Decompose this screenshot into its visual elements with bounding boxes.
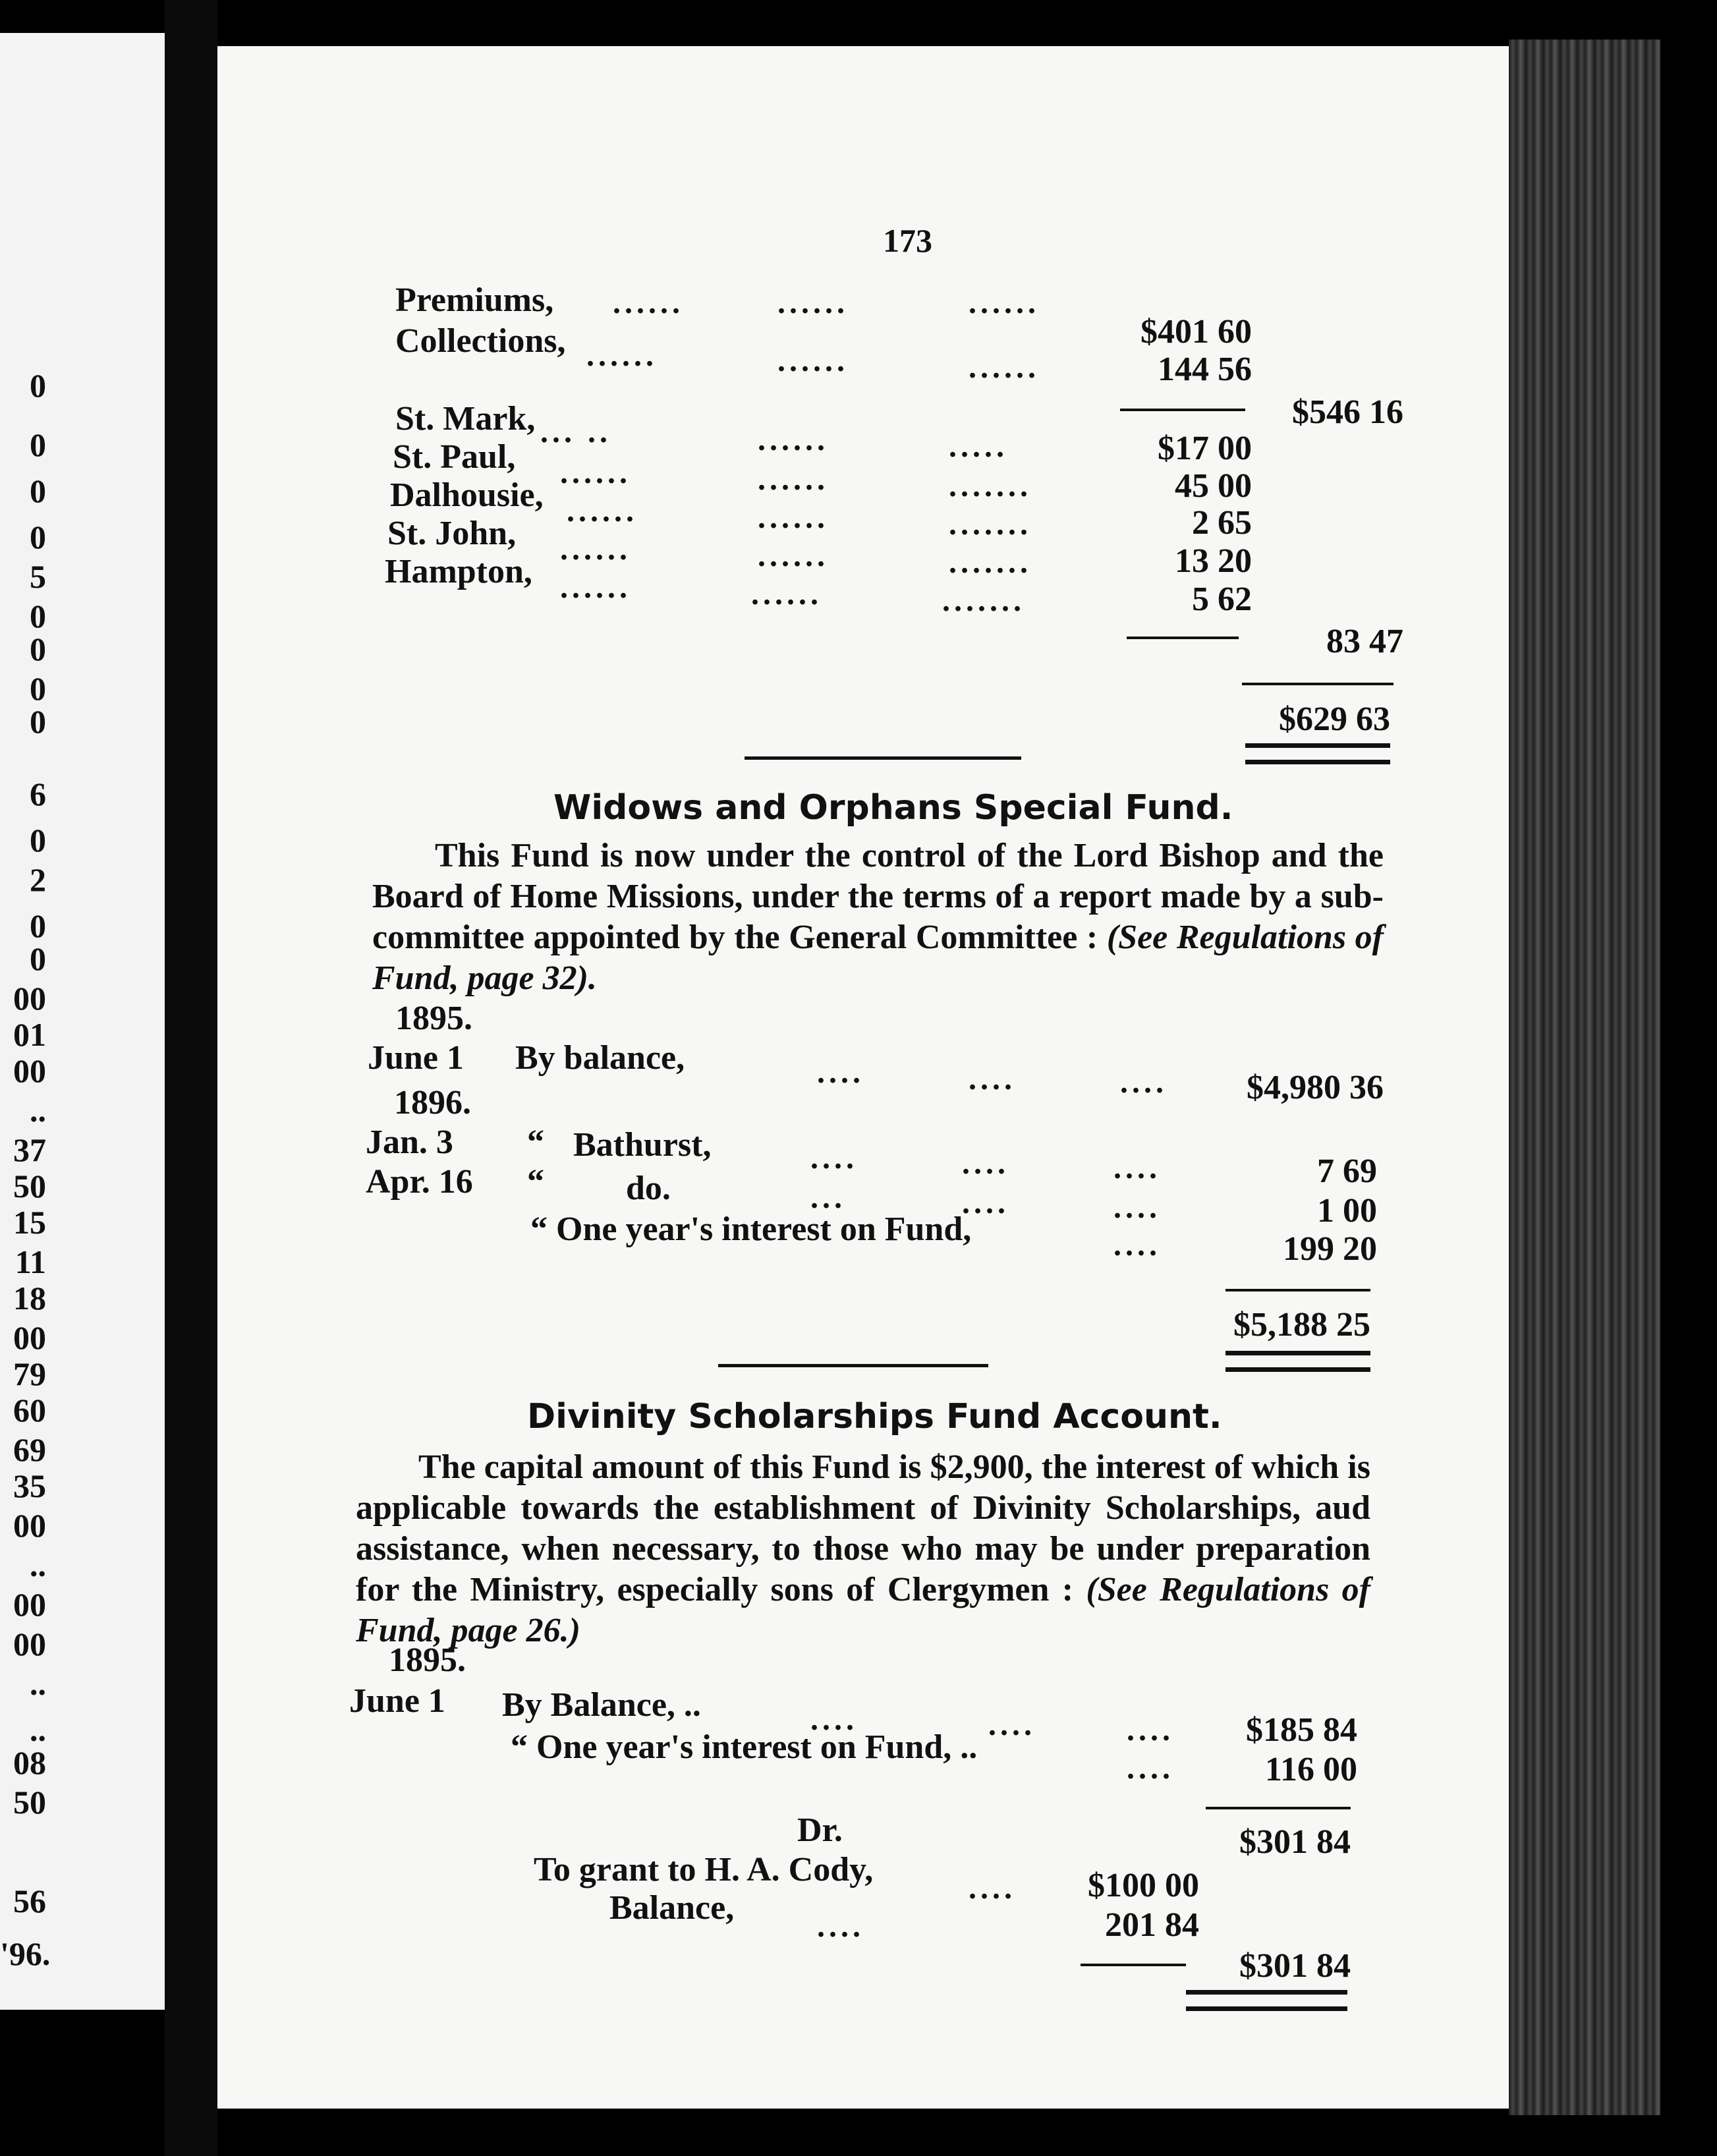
debit-total-double-rule: [1186, 1990, 1347, 2011]
margin-fragment: '96.: [0, 1935, 51, 1972]
page-number: 173: [883, 222, 932, 259]
margin-fragment: ..: [30, 1711, 46, 1748]
divinity-paragraph-text: The capital amount of this Fund is $2,900, the interest of which is applicable towards the establishment of Divinity Scholarships, aud assistance, when necessary, to those who may be under preparation for the Ministry, especially sons of Clergymen :: [356, 1448, 1370, 1608]
margin-fragment: 50: [13, 1784, 46, 1821]
margin-fragment: 56: [13, 1883, 46, 1919]
dr-label: Dr.: [797, 1811, 843, 1849]
margin-fragment: 0: [30, 670, 46, 707]
total-rule: [1081, 1964, 1186, 1966]
widows-total: $5,188 25: [1233, 1306, 1370, 1344]
subtotal-rule: [1120, 409, 1245, 411]
parish-label: St. Paul,: [393, 438, 516, 476]
leader-dots: ...: [810, 1180, 846, 1215]
margin-fragment: 6: [30, 776, 46, 812]
margin-fragment: 0: [30, 631, 46, 667]
receipt-label: Premiums,: [395, 281, 554, 319]
leader-dots: ......: [758, 462, 829, 497]
margin-fragment: 0: [30, 367, 46, 404]
parish-amount: 45 00: [1175, 467, 1252, 505]
entry-label: “ One year's interest on Fund,: [530, 1210, 972, 1248]
entry-amount: $100 00: [1088, 1867, 1199, 1904]
entry-label: By Balance, ..: [502, 1686, 701, 1724]
margin-fragment: 0: [30, 940, 46, 977]
leader-dots: ....: [962, 1185, 1009, 1220]
margin-fragment: 0: [30, 472, 46, 509]
entry-amount: 7 69: [1317, 1152, 1377, 1190]
receipt-amount: $401 60: [1140, 313, 1252, 351]
leader-dots: ....: [817, 1055, 864, 1090]
entry-label: Balance,: [609, 1889, 735, 1927]
receipt-amount: 144 56: [1158, 351, 1252, 388]
credit-total: $301 84: [1239, 1823, 1351, 1861]
parish-label: St. Mark,: [395, 400, 536, 438]
divinity-paragraph-reference: (See Regulations of Fund, page 26.): [356, 1571, 1371, 1649]
parish-amount: 2 65: [1192, 504, 1252, 542]
leader-dots: ......: [586, 338, 658, 373]
margin-fragment: 08: [13, 1744, 46, 1781]
book-gutter: [165, 0, 217, 2156]
leader-dots: ....: [810, 1141, 858, 1176]
leader-dots: ....: [810, 1702, 858, 1737]
leader-dots: ......: [567, 494, 638, 528]
debit-total: $301 84: [1239, 1947, 1351, 1985]
entry-label: Bathurst,: [573, 1126, 712, 1164]
ditto-mark: “: [527, 1163, 544, 1201]
leader-dots: ......: [969, 350, 1040, 385]
margin-fragment: 69: [13, 1431, 46, 1468]
leader-dots: ......: [758, 422, 829, 457]
entry-label: To grant to H. A. Cody,: [534, 1851, 874, 1888]
leader-dots: ....: [1113, 1228, 1161, 1262]
entry-label: By balance,: [515, 1039, 685, 1077]
entry-amount: $185 84: [1246, 1711, 1357, 1749]
parishes-subtotal: 83 47: [1326, 623, 1403, 660]
divinity-paragraph: [356, 1447, 1370, 1651]
leader-dots: ......: [758, 538, 829, 573]
margin-fragment: 0: [30, 426, 46, 463]
leader-dots: ......: [560, 455, 631, 490]
parish-amount: 5 62: [1192, 581, 1252, 618]
leader-dots: ......: [560, 532, 631, 567]
leader-dots: ....: [962, 1146, 1009, 1181]
entry-amount: 201 84: [1105, 1906, 1199, 1944]
margin-fragment: 00: [13, 1626, 46, 1662]
leader-dots: ....: [1113, 1190, 1161, 1225]
leader-dots: ......: [758, 500, 829, 535]
entry-date: Jan. 3: [366, 1123, 453, 1161]
entry-label: “ One year's interest on Fund, ..: [511, 1728, 978, 1766]
margin-fragment: 00: [13, 1052, 46, 1089]
total-rule: [1206, 1807, 1351, 1809]
leader-dots: .......: [949, 545, 1032, 580]
margin-fragment: 00: [13, 1319, 46, 1356]
section-divider: [718, 1364, 988, 1367]
background-right: [1660, 0, 1717, 2156]
margin-fragment: 2: [30, 861, 46, 898]
ditto-mark: “: [527, 1123, 544, 1161]
leader-dots: ....: [988, 1707, 1036, 1742]
leader-dots: ... ..: [540, 414, 611, 449]
leader-dots: .......: [942, 583, 1025, 618]
leader-dots: ......: [969, 285, 1040, 320]
margin-fragment: 0: [30, 519, 46, 555]
leader-dots: .....: [949, 429, 1008, 464]
leader-dots: ....: [1127, 1713, 1174, 1747]
margin-fragment: ..: [30, 1092, 46, 1129]
margin-fragment: 0: [30, 703, 46, 740]
margin-fragment: 01: [13, 1016, 46, 1053]
leader-dots: ......: [777, 343, 849, 378]
year-label: 1895.: [389, 1641, 466, 1679]
parish-label: Dalhousie,: [390, 476, 544, 514]
section-divider: [745, 756, 1021, 760]
margin-fragment: 79: [13, 1355, 46, 1392]
widows-paragraph-text: This Fund is now under the control of the Lord Bishop and the Board of Home Missions, under the terms of a report made by a sub-committee appointed by the General Committee :: [372, 837, 1384, 956]
leader-dots: ....: [1127, 1751, 1174, 1786]
widows-paragraph: [372, 836, 1384, 999]
leader-dots: ......: [560, 570, 631, 605]
entry-amount: 1 00: [1317, 1192, 1377, 1230]
total-rule: [1242, 683, 1393, 685]
entry-date: Apr. 16: [366, 1163, 473, 1201]
leader-dots: ....: [969, 1871, 1016, 1906]
margin-fragment: 50: [13, 1168, 46, 1205]
parish-label: St. John,: [387, 515, 517, 552]
grand-total: $629 63: [1279, 700, 1390, 738]
margin-fragment: 00: [13, 1507, 46, 1544]
receipt-label: Collections,: [395, 322, 566, 360]
margin-fragment: 60: [13, 1392, 46, 1429]
margin-fragment: 00: [13, 980, 46, 1017]
entry-amount: $4,980 36: [1247, 1069, 1384, 1106]
leader-dots: ......: [777, 285, 849, 320]
parish-amount: $17 00: [1158, 430, 1252, 467]
page-edges: [1509, 40, 1660, 2115]
margin-fragment: 00: [13, 1586, 46, 1623]
leader-dots: ....: [1120, 1065, 1168, 1100]
margin-fragment: 37: [13, 1131, 46, 1168]
entry-date: June 1: [349, 1682, 445, 1720]
section-heading-divinity: Divinity Scholarships Fund Account.: [527, 1397, 1222, 1436]
leader-dots: ....: [969, 1062, 1016, 1096]
entry-amount: 199 20: [1283, 1230, 1377, 1268]
year-label: 1896.: [394, 1084, 471, 1121]
total-rule: [1225, 1289, 1370, 1291]
subtotal-rule: [1127, 637, 1239, 639]
margin-fragment: 11: [14, 1243, 46, 1280]
receipts-subtotal: $546 16: [1292, 393, 1403, 431]
leader-dots: ....: [817, 1909, 864, 1944]
margin-fragment: ..: [30, 1546, 46, 1583]
entry-amount: 116 00: [1264, 1751, 1357, 1788]
margin-fragment: 35: [13, 1467, 46, 1504]
parish-amount: 13 20: [1175, 542, 1252, 580]
margin-fragment: ..: [30, 1665, 46, 1702]
margin-fragment: 0: [30, 907, 46, 944]
widows-paragraph-reference: (See Regulations of Fund, page 32).: [372, 919, 1384, 997]
year-label: 1895.: [395, 1000, 472, 1037]
margin-fragment: 18: [13, 1280, 46, 1317]
margin-fragment: 5: [30, 558, 46, 595]
leader-dots: ....: [1113, 1150, 1161, 1185]
widows-total-double-rule: [1225, 1351, 1370, 1372]
entry-date: June 1: [368, 1039, 464, 1077]
leader-dots: .......: [949, 468, 1032, 503]
leader-dots: ......: [751, 577, 822, 611]
section-heading-widows: Widows and Orphans Special Fund.: [553, 788, 1233, 828]
margin-fragment: 15: [13, 1204, 46, 1241]
leader-dots: ......: [613, 285, 684, 320]
leader-dots: .......: [949, 507, 1032, 542]
parish-label: Hampton,: [385, 553, 532, 590]
entry-label: do.: [626, 1170, 671, 1207]
margin-fragment: 0: [30, 822, 46, 859]
grand-total-double-rule: [1245, 743, 1390, 764]
margin-fragment: 0: [30, 598, 46, 635]
